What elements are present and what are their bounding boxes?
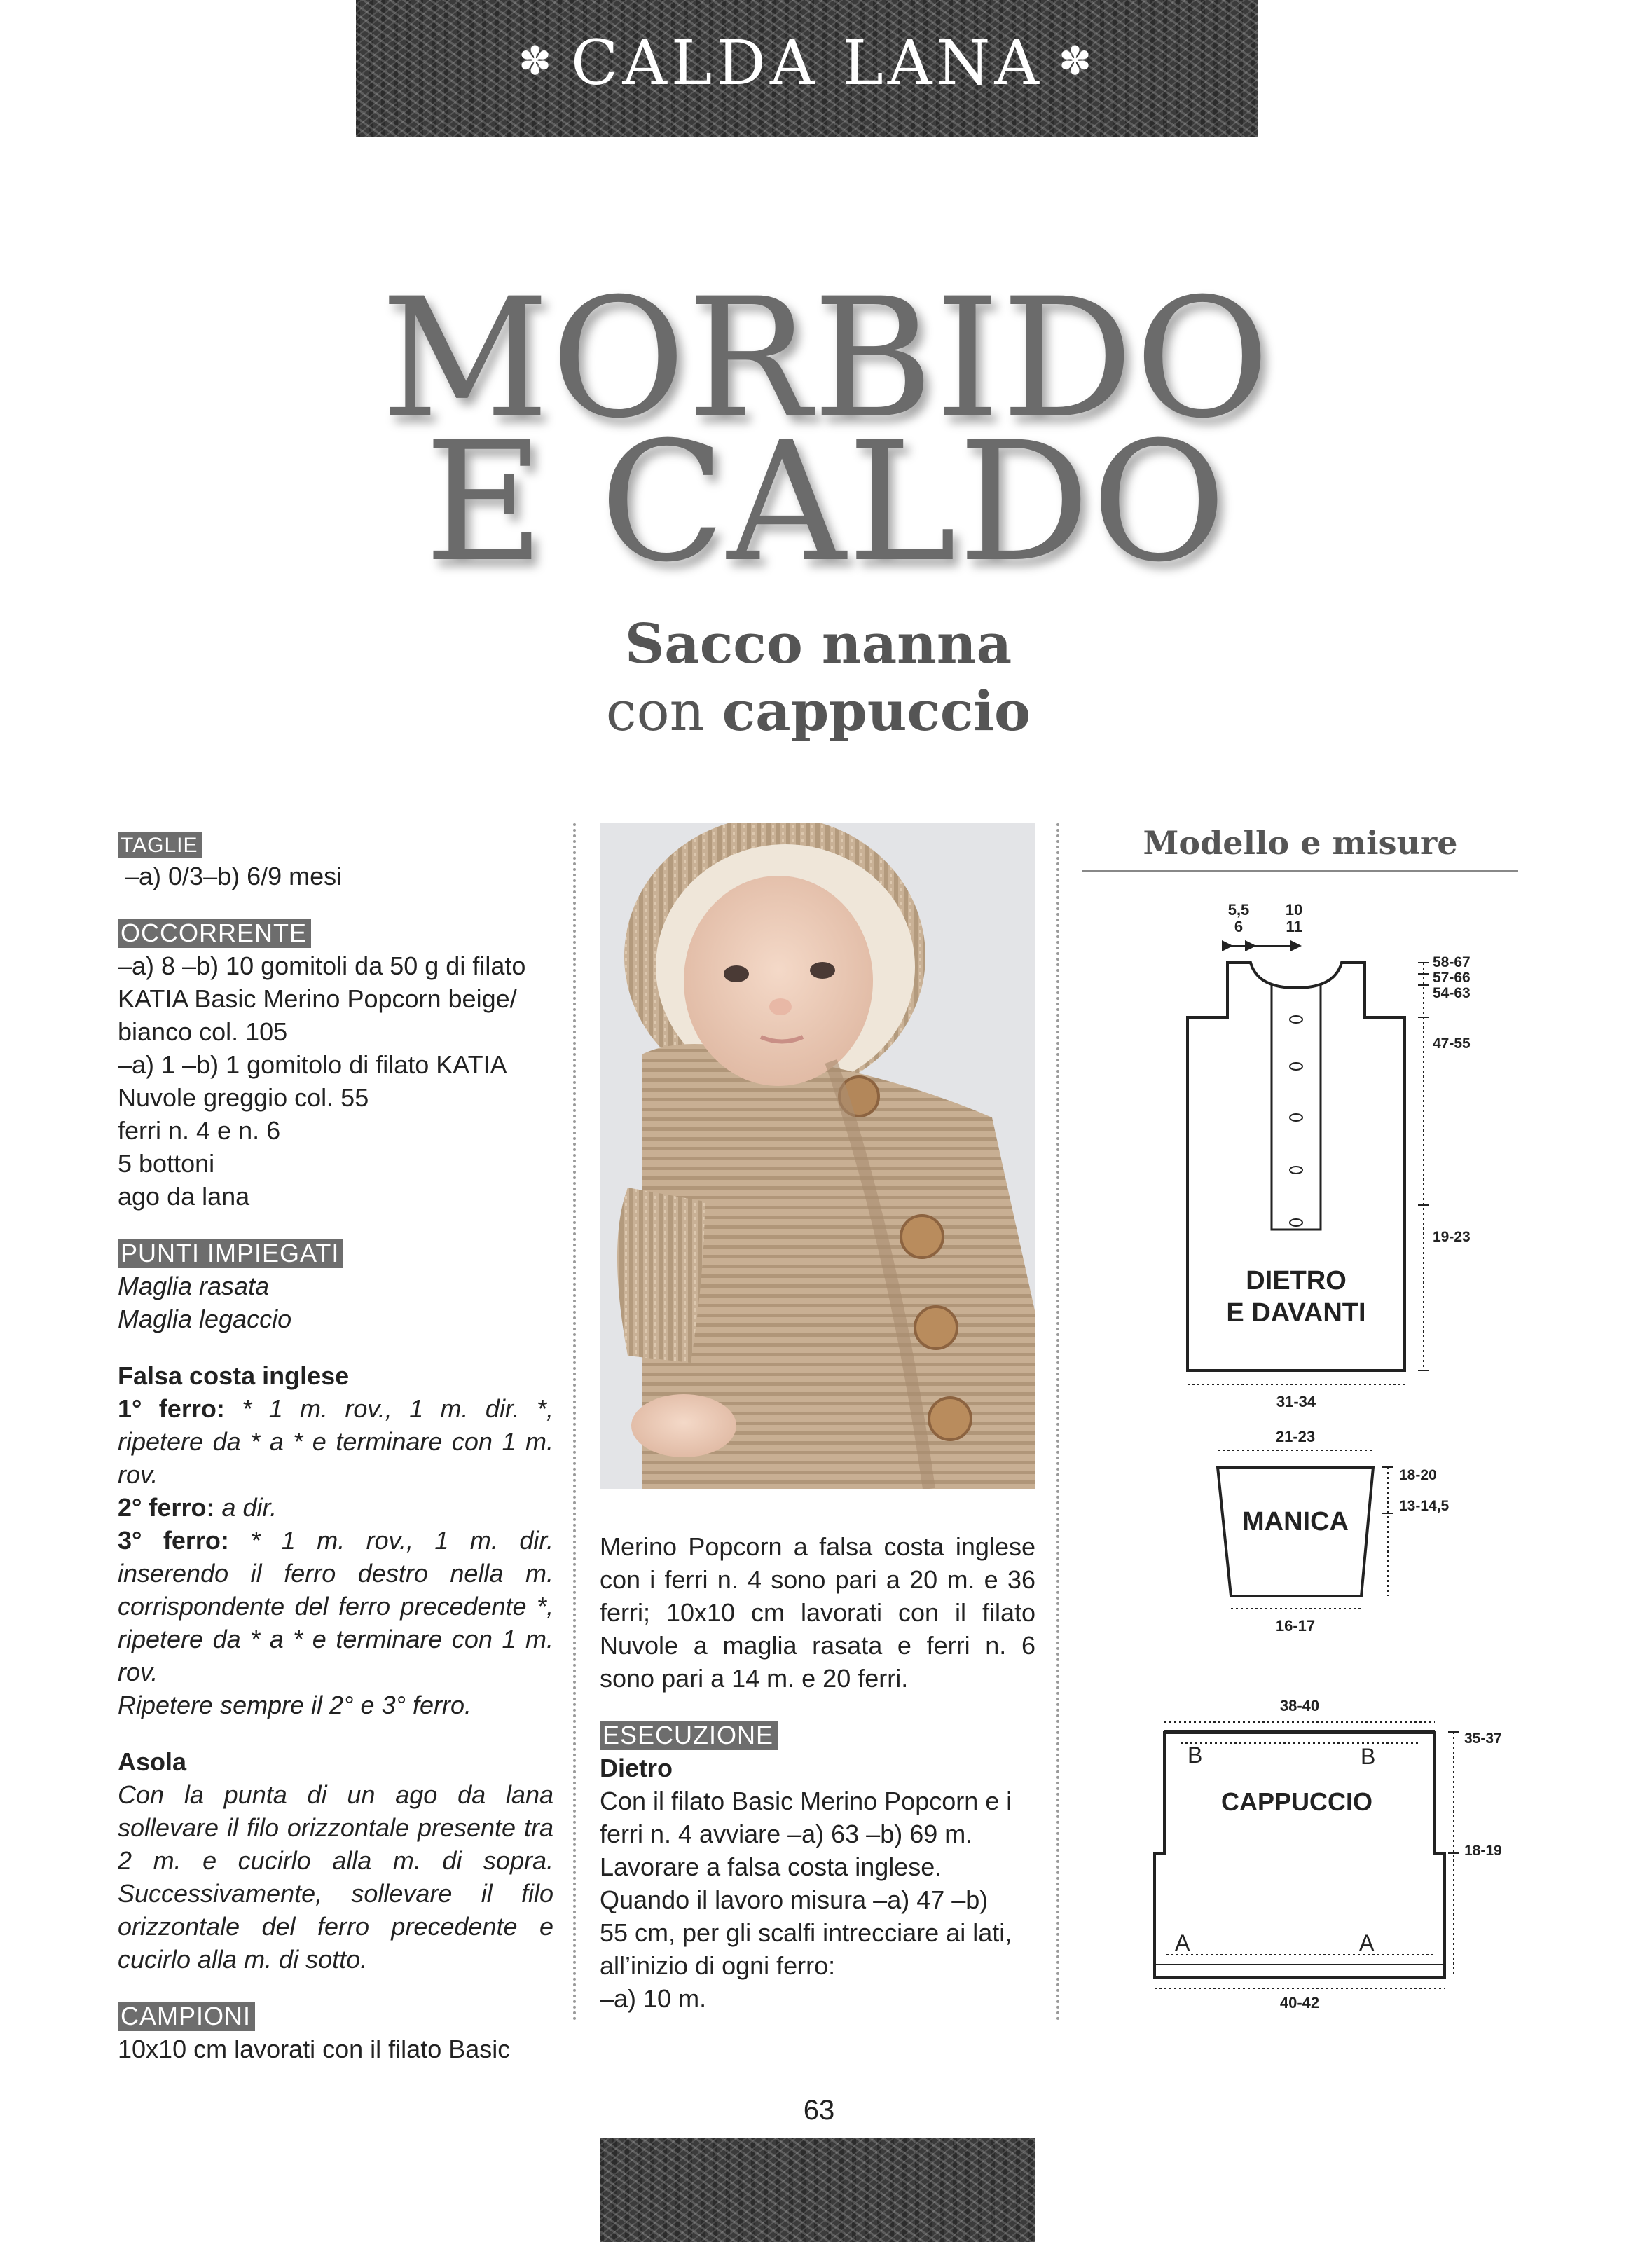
svg-text:18-19: 18-19 [1464,1843,1502,1859]
svg-text:13-14,5: 13-14,5 [1399,1498,1450,1514]
falsa-costa-title: Falsa costa inglese [118,1361,350,1390]
column-divider [1056,823,1059,2021]
svg-text:B: B [1361,1744,1376,1769]
svg-text:35-37: 35-37 [1464,1731,1502,1747]
buttonhole-marks [1290,1016,1302,1226]
sleeve-name: MANICA [1242,1507,1349,1536]
svg-text:A: A [1359,1930,1375,1955]
ripetere-text: Ripetere sempre il 2° e 3° ferro. [118,1691,472,1719]
svg-text:40-42: 40-42 [1279,1994,1320,2011]
occorrente-line: bianco col. 105 [118,1017,288,1046]
svg-text:B: B [1188,1742,1203,1768]
middle-column [600,1530,1035,2015]
body-name-line2: E DAVANTI [1226,1298,1366,1328]
asola-title: Asola [118,1747,187,1776]
ferro-2: 2° ferro: a dir. [118,1493,277,1522]
occorrente-line: ago da lana [118,1182,250,1211]
footer-band [600,2138,1035,2242]
occorrente-line: –a) 8 –b) 10 gomitoli da 50 g di filato [118,951,526,980]
punto-item: Maglia legaccio [118,1305,292,1333]
ferro-1: 1° ferro: * 1 m. rov., 1 m. dir. *, ripetere da * a * e terminare con 1 m. rov. [118,1394,554,1489]
svg-text:31-34: 31-34 [1276,1393,1316,1410]
diagram-heading-rule [1082,870,1518,872]
section-label-esecuzione: ESECUZIONE [600,1721,778,1750]
occorrente-line: Nuvole greggio col. 55 [118,1083,369,1112]
dietro-line: all’inizio di ogni ferro: [600,1951,836,1980]
occorrente-line: ferri n. 4 e n. 6 [118,1116,281,1145]
page-number: 63 [803,2095,835,2126]
svg-text:11: 11 [1286,918,1302,935]
svg-text:6: 6 [1234,918,1244,935]
page-title-line1: MORBIDO [380,263,1272,455]
campioni-continued: Merino Popcorn a falsa costa inglese con i ferri n. 4 sono pari a 20 m. e 36 ferri; 10x10 cm lavorati con il filato Nuvole a maglia rasata e ferri n. 6 sono pari a 14 m. e 20 ferri. [600,1532,1035,1693]
brand-title: ✽ CALDA LANA ✽ [518,27,1096,99]
svg-text:54-63: 54-63 [1433,985,1471,1001]
svg-text:21-23: 21-23 [1275,1428,1316,1445]
body-name-line1: DIETRO [1246,1266,1347,1295]
section-label-campioni: CAMPIONI [118,2002,255,2031]
column-divider [573,823,576,2021]
flower-icon: ✽ [1058,39,1096,84]
hood-piece-diagram [1155,1732,1445,1977]
svg-text:16-17: 16-17 [1275,1617,1316,1635]
dietro-title: Dietro [600,1754,673,1782]
svg-text:19-23: 19-23 [1433,1229,1471,1245]
section-label-taglie: TAGLIE [118,832,202,858]
dietro-line: 55 cm, per gli scalfi intrecciare ai lati, [600,1918,1012,1947]
dietro-line: Quando il lavoro misura –a) 47 –b) [600,1885,989,1914]
punto-item: Maglia rasata [118,1272,270,1300]
taglie-text: –a) 0/3–b) 6/9 mesi [125,862,343,890]
header-band [356,0,1258,137]
occorrente-line: KATIA Basic Merino Popcorn beige/ [118,984,517,1013]
section-label-punti: PUNTI IMPIEGATI [118,1239,343,1268]
dietro-line: Con il filato Basic Merino Popcorn e i [600,1787,1012,1815]
svg-text:5,5: 5,5 [1227,901,1250,919]
occorrente-line: 5 bottoni [118,1149,215,1178]
dietro-line: ferri n. 4 avviare –a) 63 –b) 69 m. [600,1820,973,1848]
svg-text:18-20: 18-20 [1399,1467,1437,1483]
page-title-line2: E CALDO [424,407,1228,598]
campioni-text: 10x10 cm lavorati con il filato Basic [118,2035,511,2063]
svg-text:58-67: 58-67 [1433,954,1471,970]
section-label-occorrente: OCCORRENTE [118,919,311,948]
dietro-line: –a) 10 m. [600,1984,707,2013]
flower-icon: ✽ [518,39,556,84]
ferro-3: 3° ferro: * 1 m. rov., 1 m. dir. inserendo il ferro destro nella m. corrispondente del ferro precedente *, ripetere da * a * e terminare con 1 m. rov. [118,1526,553,1686]
dietro-line: Lavorare a falsa costa inglese. [600,1852,942,1881]
baby-photo [600,823,1035,1489]
diagram-heading: Modello e misure [1143,824,1458,862]
pattern-diagram [1082,876,1518,2032]
svg-text:57-66: 57-66 [1433,970,1471,986]
subtitle: Sacco nanna con cappuccio [605,612,1031,743]
baby-photo-illustration [600,823,1035,1489]
svg-text:A: A [1175,1930,1190,1955]
svg-text:38-40: 38-40 [1279,1697,1320,1714]
left-column [118,827,553,2065]
occorrente-line: –a) 1 –b) 1 gomitolo di filato KATIA [118,1050,507,1079]
hood-name: CAPPUCCIO [1220,1787,1373,1816]
svg-text:47-55: 47-55 [1433,1036,1471,1052]
asola-text: Con la punta di un ago da lana sollevare il filo orizzontale presente tra 2 m. e cucirlo alla m. di sopra. Successivamente, sollevare il filo orizzontale del ferro precedente e cucirlo alla m. di sotto. [118,1780,553,1974]
svg-text:10: 10 [1285,901,1303,919]
